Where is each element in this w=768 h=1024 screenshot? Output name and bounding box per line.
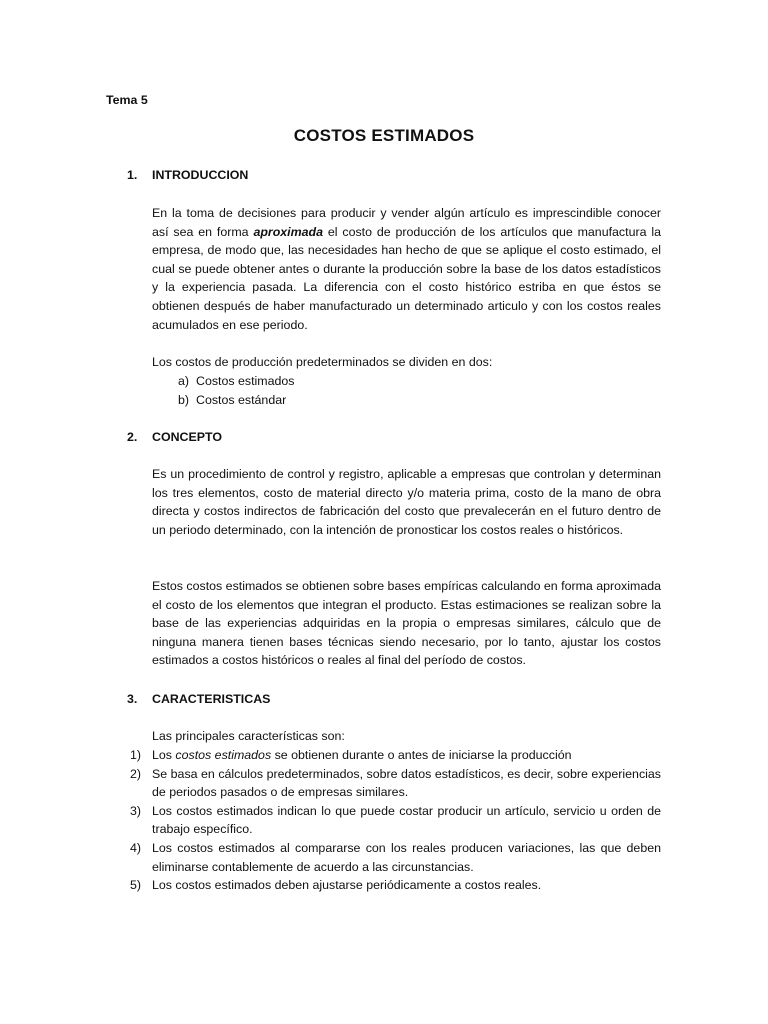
list-item <box>178 372 294 391</box>
list-item <box>130 876 661 895</box>
list-label: a) <box>178 374 190 388</box>
concept-paragraph-2: Estos costos estimados se obtienen sobre bases empíricas calculando en forma aproximada el costo de los elementos que integran el producto. Estas estimaciones se realizan sobre la base de las experiencias adquiridas en la propia o empresas similares, cálculo que de ninguna manera tienen bases técnicas siendo necesario, por lo tanto, ajustar los costos estimados a costos históricos o reales al final del período de costos. <box>152 579 661 668</box>
cost-type-list <box>178 372 294 409</box>
list-text: Los costos estimados indican lo que puede costar producir un artículo, servicio u orden de trabajo específico. <box>152 803 661 837</box>
list-item <box>130 765 661 802</box>
section-number: 1. <box>127 168 138 182</box>
text-run: Los <box>152 748 176 762</box>
list-number: 3) <box>130 803 142 818</box>
text-run: En la toma de decisiones para producir y vender algún artículo es imprescindible conocer así sea en forma <box>152 206 661 239</box>
list-text: Los costos estimados al compararse con los reales producen variaciones, las que deben eliminarse contablemente de acuerdo a las circunstancias. <box>152 840 661 874</box>
list-text <box>152 746 661 765</box>
section-number: 3. <box>127 692 138 706</box>
text-run: el costo de producción de los artículos que manufactura la empresa, de modo que, las necesidades han hecho de que se aplique el costo estimado, el cual se puede obtener antes o durante la producción sobre la base de los datos estadísticos y la experiencia pasada. La diferencia con el costo histórico estriba en que éstos se obtienen después de haber manufacturado un determinado articulo y con los costos reales acumulados en ese periodo. <box>152 224 661 332</box>
text-run: se obtienen durante o antes de iniciarse la producción <box>271 748 572 762</box>
list-item <box>130 802 661 839</box>
list-number: 5) <box>130 878 142 893</box>
topic-label: Tema 5 <box>106 93 148 107</box>
section-title: CONCEPTO <box>152 430 222 444</box>
list-number: 1) <box>130 748 142 762</box>
concept-paragraph-1: Es un procedimiento de control y registro, aplicable a empresas que controlan y determinan los tres elementos, costo de material directo y/o materia prima, costo de la mano de obra directa y costos indirectos de fabricación del costo que prevalecerán en el futuro dentro de un periodo determinado, con la intención de pronosticar los costos reales o históricos. <box>152 467 661 537</box>
emphasized-phrase: costos estimados <box>175 748 272 762</box>
list-item <box>130 839 661 876</box>
section-number: 2. <box>127 430 138 444</box>
section-title: INTRODUCCION <box>152 168 249 182</box>
characteristics-intro: Las principales características son: <box>152 729 345 743</box>
list-number: 2) <box>130 766 142 781</box>
list-text: Costos estándar <box>196 392 287 407</box>
section-heading-concepto <box>127 428 222 447</box>
list-text: Se basa en cálculos predeterminados, sobre datos estadísticos, es decir, sobre experiencias de periodos pasados o de empresas similares. <box>152 766 661 800</box>
section-heading-caracteristicas <box>127 690 270 709</box>
characteristics-list <box>130 746 661 895</box>
list-item <box>178 391 294 410</box>
list-label: b) <box>178 392 190 407</box>
list-text: Costos estimados <box>196 374 295 388</box>
section-title: CARACTERISTICAS <box>152 692 271 706</box>
list-number: 4) <box>130 840 142 855</box>
intro-paragraph-1 <box>152 204 661 334</box>
section-heading-introduccion <box>127 166 248 185</box>
intro-paragraph-2: Los costos de producción predeterminados se dividen en dos: <box>152 355 493 369</box>
document-title: COSTOS ESTIMADOS <box>293 126 475 145</box>
list-item <box>130 746 661 765</box>
emphasized-word: aproximada <box>253 224 323 239</box>
list-text: Los costos estimados deben ajustarse periódicamente a costos reales. <box>152 878 542 893</box>
